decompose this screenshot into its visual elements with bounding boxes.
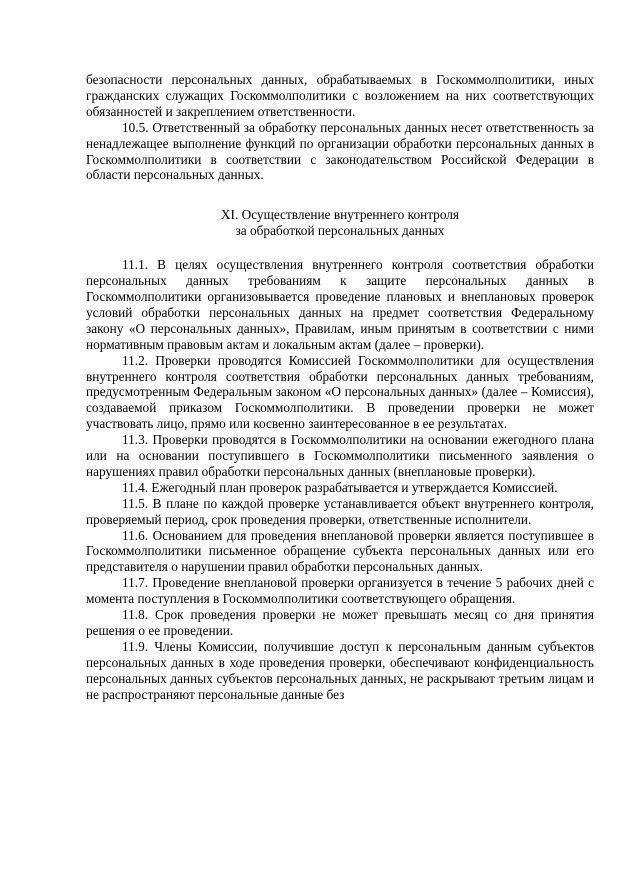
paragraph-11-2: 11.2. Проверки проводятся Комиссией Госкоммолполитики для осуществления внутреннего контроля соответствия обработки персональных данных требованиям, предусмотренным Федеральным законом «О персональных данных» (далее – Комиссия), создаваемой приказом Госкоммолполитики. В проведении проверки не может участвовать лицо, прямо или косвенно заинтересованное в ее результатах.	[86, 352, 594, 432]
paragraph-11-6: 11.6. Основанием для проведения внеплановой проверки является поступившее в Госкоммолполитики письменное обращение субъекта персональных данных или его представителя о нарушении правил обработки персональных данных.	[86, 527, 594, 575]
paragraph-11-5: 11.5. В плане по каждой проверке устанавливается объект внутреннего контроля, проверяемый период, срок проведения проверки, ответственные исполнители.	[86, 495, 594, 527]
paragraph-11-7: 11.7. Проведение внеплановой проверки организуется в течение 5 рабочих дней с момента поступления в Госкоммолполитики соответствующего обращения.	[86, 575, 594, 607]
document-body	[86, 72, 594, 703]
paragraph-11-8: 11.8. Срок проведения проверки не может превышать месяц со дня принятия решения о ее проведении.	[86, 607, 594, 638]
section-title-line-1: XI. Осуществление внутреннего контроля	[220, 207, 460, 223]
paragraph-10-5: 10.5. Ответственный за обработку персональных данных несет ответственность за ненадлежащее выполнение функций по организации обработки персональных данных в Госкоммолполитики в соответствии с законодательством Российской Федерации в области персональных данных.	[86, 119, 594, 183]
paragraph-11-1: 11.1. В целях осуществления внутреннего контроля соответствия обработки персональных данных требованиям к защите персональных данных в Госкоммолполитики организовывается проведение плановых и внеплановых проверок условий обработки персональных данных на предмет соответствия Федеральному закону «О персональных данных», Правилам, иным принятым в соответствии с ними нормативным правовым актам и локальным актам (далее – проверки).	[86, 257, 594, 352]
section-heading	[86, 207, 594, 239]
continuation-paragraph: безопасности персональных данных, обрабатываемых в Госкоммолполитики, иных гражданских служащих Госкоммолполитики с возложением на них соответствующих обязанностей и закреплением ответственности.	[86, 72, 594, 119]
paragraph-11-4: 11.4. Ежегодный план проверок разрабатывается и утверждается Комиссией.	[122, 479, 558, 495]
paragraph-11-3: 11.3. Проверки проводятся в Госкоммолполитики на основании ежегодного плана или на основании поступившего в Госкоммолполитики письменного заявления о нарушениях правил обработки персональных данных (внеплановые проверки).	[86, 432, 594, 479]
section-title-line-2: за обработкой персональных данных	[235, 223, 445, 239]
paragraph-11-9: 11.9. Члены Комиссии, получившие доступ к персональным данным субъектов персональных данных в ходе проведения проверки, обеспечивают конфиденциальность персональных данных субъектов персональных данных, не раскрывают третьим лицам и не распространяют персональные данные без	[86, 638, 594, 702]
